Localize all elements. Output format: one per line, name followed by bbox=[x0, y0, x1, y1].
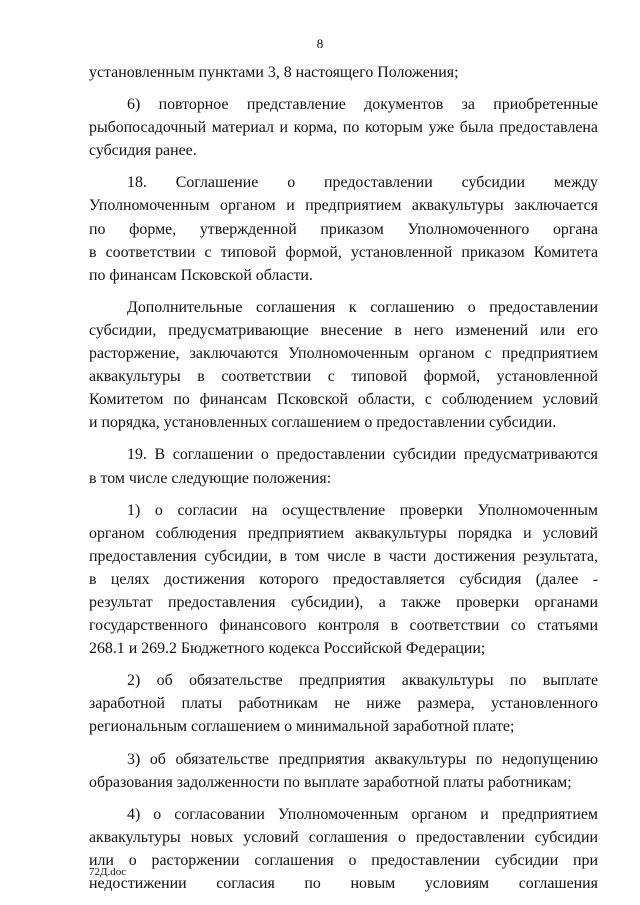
text-line: субсидии, предусматривающие внесение в него изменений или его bbox=[89, 321, 598, 339]
text-line: 1) о согласии на осуществление проверки Уполномоченным bbox=[127, 501, 598, 519]
text-line: Комитетом по финансам Псковской области, с соблюдением условий bbox=[89, 391, 598, 409]
text-line: и порядка, установленных соглашением о предоставлении субсидии. bbox=[89, 414, 557, 432]
paragraph bbox=[89, 171, 598, 286]
paragraph bbox=[89, 499, 598, 661]
paragraph bbox=[89, 669, 598, 738]
text-line: по форме, утвержденной приказом Уполномоченного органа bbox=[89, 220, 598, 238]
footer-filename: 72Д.doc bbox=[89, 866, 127, 878]
text-line: в целях достижения которого предоставляется субсидия (далее - bbox=[89, 570, 598, 588]
page-number: 8 bbox=[316, 36, 324, 51]
text-line: Уполномоченным органом и предприятием аквакультуры заключается bbox=[89, 197, 598, 215]
text-line: 6) повторное представление документов за приобретенные bbox=[127, 96, 598, 114]
text-line: по финансам Псковской области. bbox=[89, 266, 313, 284]
text-line: 4) о согласовании Уполномоченным органом и предприятием bbox=[127, 805, 598, 823]
text-line: заработной платы работникам не ниже размера, установленного bbox=[89, 695, 598, 713]
paragraph bbox=[89, 803, 598, 895]
paragraph-gap bbox=[89, 794, 598, 803]
paragraph bbox=[89, 748, 598, 794]
text-line: 18. Соглашение о предоставлении субсидии между bbox=[127, 174, 598, 192]
text-line: органом соблюдения предприятием аквакультуры порядка и условий bbox=[89, 524, 598, 542]
text-line: 3) об обязательстве предприятия аквакультуры по недопущению bbox=[127, 750, 598, 768]
text-line: 268.1 и 269.2 Бюджетного кодекса Российской Федерации; bbox=[89, 640, 486, 658]
text-line: субсидия ранее. bbox=[89, 142, 197, 160]
paragraph-gap bbox=[89, 162, 598, 171]
paragraph-gap bbox=[89, 739, 598, 748]
text-line: региональным соглашением о минимальной заработной плате; bbox=[89, 718, 515, 736]
paragraph bbox=[89, 443, 598, 489]
text-line: недостижении согласия по новым условиям соглашения bbox=[89, 875, 598, 892]
text-line: расторжение, заключаются Уполномоченным органом с предприятием bbox=[89, 345, 598, 363]
paragraph bbox=[89, 93, 598, 162]
text-line: предоставления субсидии, в том числе в части достижения результата, bbox=[89, 547, 598, 565]
text-line: аквакультуры в соответствии с типовой формой, установленной bbox=[89, 368, 598, 386]
text-line: или о расторжении соглашения о предоставлении субсидии при bbox=[89, 851, 598, 869]
paragraph-gap bbox=[89, 490, 598, 499]
paragraph-gap bbox=[89, 287, 598, 296]
text-line: в соответствии с типовой формой, установленной приказом Комитета bbox=[89, 243, 598, 261]
text-line: результат предоставления субсидии), а также проверки органами bbox=[89, 593, 598, 611]
text-line: 2) об обязательстве предприятия аквакультуры по выплате bbox=[127, 672, 598, 690]
text-line: 19. В соглашении о предоставлении субсидии предусматриваются bbox=[127, 446, 598, 464]
paragraph bbox=[89, 61, 598, 84]
document-body bbox=[89, 61, 598, 895]
text-line: аквакультуры новых условий соглашения о предоставлении субсидии bbox=[89, 828, 598, 846]
text-line: государственного финансового контроля в соответствии со статьями bbox=[89, 617, 598, 635]
text-line: образования задолженности по выплате заработной платы работникам; bbox=[89, 773, 572, 791]
paragraph bbox=[89, 296, 598, 435]
text-line: Дополнительные соглашения к соглашению о предоставлении bbox=[127, 298, 598, 316]
paragraph-gap bbox=[89, 660, 598, 669]
text-line: в том числе следующие положения: bbox=[89, 469, 332, 487]
text-line: установленным пунктами 3, 8 настоящего Положения; bbox=[89, 64, 459, 81]
paragraph-gap bbox=[89, 434, 598, 443]
text-line: рыбопосадочный материал и корма, по которым уже была предоставлена bbox=[89, 119, 598, 137]
paragraph-gap bbox=[89, 84, 598, 93]
